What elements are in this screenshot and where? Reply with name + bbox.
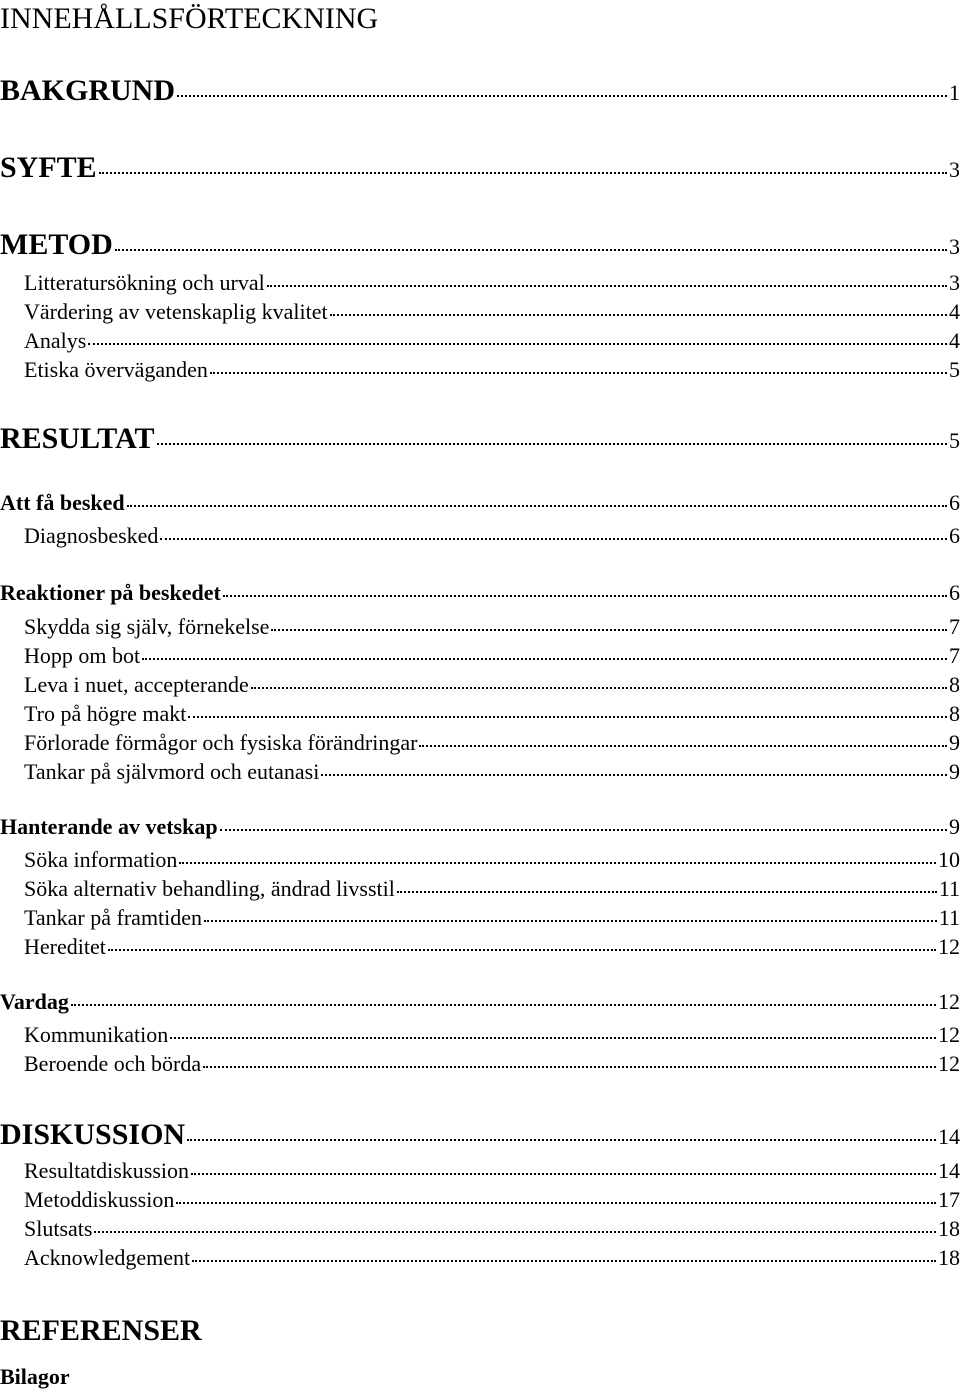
toc-entry-page: 5 — [949, 428, 960, 453]
toc-entry-page: 12 — [938, 1022, 960, 1047]
toc-entry-tankar-pa-sjalvmord[interactable] — [24, 759, 960, 785]
toc-entry-litteratursokning[interactable] — [24, 270, 960, 296]
toc-entry-label: Beroende och börda — [24, 1051, 202, 1076]
toc-entry-hanterande-av-vetskap[interactable] — [0, 814, 960, 840]
toc-entry-label: Tro på högre makt — [24, 701, 187, 726]
toc-entry-label: Förlorade förmågor och fysiska förändringar — [24, 730, 418, 755]
toc-entry-etiska[interactable] — [24, 357, 960, 383]
toc-entry-label: Slutsats — [24, 1216, 93, 1241]
dot-leader — [179, 862, 936, 864]
toc-entry-resultat[interactable] — [0, 422, 960, 456]
toc-entry-label: Värdering av vetenskaplig kvalitet — [24, 299, 328, 324]
toc-entry-label: Hereditet — [24, 934, 106, 959]
toc-entry-label: Att få besked — [0, 490, 125, 515]
toc-entry-syfte[interactable] — [0, 151, 960, 185]
toc-entry-label: SYFTE — [0, 151, 97, 184]
dot-leader — [188, 716, 947, 718]
dot-leader — [108, 949, 936, 951]
toc-entry-analys[interactable] — [24, 328, 960, 354]
dot-leader — [88, 343, 947, 345]
toc-entry-slutsats[interactable] — [24, 1216, 960, 1242]
dot-leader — [220, 829, 947, 831]
toc-entry-label: Acknowledgement — [24, 1245, 191, 1270]
toc-entry-page: 12 — [938, 989, 960, 1014]
toc-entry-label: Reaktioner på beskedet — [0, 580, 221, 605]
dot-leader — [160, 538, 947, 540]
toc-entry-label: DISKUSSION — [0, 1118, 186, 1151]
toc-entry-label: Söka alternativ behandling, ändrad livsstil — [24, 876, 395, 901]
dot-leader — [192, 1260, 936, 1262]
toc-entry-acknowledgement[interactable] — [24, 1245, 960, 1271]
toc-entry-label: RESULTAT — [0, 422, 155, 455]
toc-entry-leva-i-nuet[interactable] — [24, 672, 960, 698]
dot-leader — [419, 745, 947, 747]
toc-entry-label: Söka information — [24, 847, 178, 872]
dot-leader — [330, 314, 947, 316]
toc-entry-hereditet[interactable] — [24, 934, 960, 960]
toc-entry-diskussion[interactable] — [0, 1118, 960, 1152]
toc-entry-label: Vardag — [0, 989, 69, 1014]
toc-entry-soka-information[interactable] — [24, 847, 960, 873]
toc-entry-page: 18 — [938, 1216, 960, 1241]
toc-entry-page: 11 — [938, 876, 960, 901]
toc-entry-label: Etiska överväganden — [24, 357, 208, 382]
toc-entry-page: 3 — [949, 270, 960, 295]
toc-entry-page: 7 — [949, 614, 960, 639]
dot-leader — [157, 443, 947, 445]
toc-entry-skydda-sig[interactable] — [24, 614, 960, 640]
toc-entry-att-fa-besked[interactable] — [0, 490, 960, 516]
toc-entry-vardag[interactable] — [0, 989, 960, 1015]
toc-entry-label: METOD — [0, 228, 113, 261]
toc-entry-tankar-pa-framtiden[interactable] — [24, 905, 960, 931]
dot-leader — [127, 505, 947, 507]
toc-entry-vardering[interactable] — [24, 299, 960, 325]
dot-leader — [204, 920, 937, 922]
dot-leader — [94, 1231, 936, 1233]
toc-entry-label: Diagnosbesked — [24, 523, 159, 548]
dot-leader — [142, 658, 947, 660]
toc-entry-page: 14 — [938, 1124, 960, 1149]
toc-entry-metod[interactable] — [0, 228, 960, 262]
toc-entry-tro-pa-hogre-makt[interactable] — [24, 701, 960, 727]
toc-entry-label: Metoddiskussion — [24, 1187, 175, 1212]
dot-leader — [187, 1139, 936, 1141]
page-title: INNEHÅLLSFÖRTECKNING — [0, 2, 379, 35]
toc-entry-label: Skydda sig själv, förnekelse — [24, 614, 270, 639]
dot-leader — [191, 1173, 936, 1175]
dot-leader — [271, 629, 947, 631]
toc-entry-bakgrund[interactable] — [0, 74, 960, 108]
toc-entry-page: 17 — [938, 1187, 960, 1212]
toc-entry-page: 5 — [949, 357, 960, 382]
toc-entry-metoddiskussion[interactable] — [24, 1187, 960, 1213]
toc-entry-kommunikation[interactable] — [24, 1022, 960, 1048]
bilagor-heading[interactable]: Bilagor — [0, 1364, 70, 1389]
toc-entry-resultatdiskussion[interactable] — [24, 1158, 960, 1184]
toc-entry-page: 9 — [949, 759, 960, 784]
toc-entry-page: 3 — [949, 157, 960, 182]
toc-entry-forlorade-formagor[interactable] — [24, 730, 960, 756]
toc-entry-label: Hanterande av vetskap — [0, 814, 218, 839]
dot-leader — [170, 1037, 936, 1039]
toc-entry-page: 6 — [949, 580, 960, 605]
toc-entry-page: 14 — [938, 1158, 960, 1183]
toc-entry-page: 8 — [949, 701, 960, 726]
toc-entry-page: 12 — [938, 1051, 960, 1076]
toc-entry-page: 7 — [949, 643, 960, 668]
toc-entry-soka-alternativ[interactable] — [24, 876, 960, 902]
toc-entry-page: 10 — [938, 847, 960, 872]
toc-entry-page: 6 — [949, 490, 960, 515]
toc-entry-label: BAKGRUND — [0, 74, 176, 107]
dot-leader — [251, 687, 947, 689]
toc-entry-page: 11 — [938, 905, 960, 930]
toc-entry-label: Hopp om bot — [24, 643, 141, 668]
toc-entry-label: Analys — [24, 328, 87, 353]
toc-entry-beroende-och-borda[interactable] — [24, 1051, 960, 1077]
dot-leader — [177, 95, 947, 97]
toc-entry-page: 3 — [949, 234, 960, 259]
dot-leader — [267, 285, 947, 287]
toc-entry-hopp-om-bot[interactable] — [24, 643, 960, 669]
dot-leader — [321, 774, 947, 776]
dot-leader — [99, 172, 947, 174]
toc-entry-page: 18 — [938, 1245, 960, 1270]
dot-leader — [71, 1004, 936, 1006]
toc-entry-reaktioner[interactable] — [0, 580, 960, 606]
dot-leader — [203, 1066, 936, 1068]
toc-entry-label: Kommunikation — [24, 1022, 169, 1047]
toc-entry-label: Litteratursökning och urval — [24, 270, 265, 295]
toc-entry-page: 9 — [949, 814, 960, 839]
toc-entry-page: 1 — [949, 80, 960, 105]
toc-entry-page: 9 — [949, 730, 960, 755]
referenser-heading[interactable]: REFERENSER — [0, 1314, 202, 1347]
dot-leader — [176, 1202, 936, 1204]
dot-leader — [210, 372, 947, 374]
toc-entry-label: Leva i nuet, accepterande — [24, 672, 249, 697]
toc-entry-diagnosbesked[interactable] — [24, 523, 960, 549]
dot-leader — [223, 595, 947, 597]
toc-entry-page: 4 — [949, 299, 960, 324]
toc-entry-page: 4 — [949, 328, 960, 353]
toc-entry-page: 8 — [949, 672, 960, 697]
toc-entry-label: Tankar på framtiden — [24, 905, 203, 930]
toc-entry-page: 12 — [938, 934, 960, 959]
toc-entry-page: 6 — [949, 523, 960, 548]
dot-leader — [115, 249, 947, 251]
toc-entry-label: Resultatdiskussion — [24, 1158, 190, 1183]
toc-entry-label: Tankar på självmord och eutanasi — [24, 759, 320, 784]
dot-leader — [397, 891, 937, 893]
